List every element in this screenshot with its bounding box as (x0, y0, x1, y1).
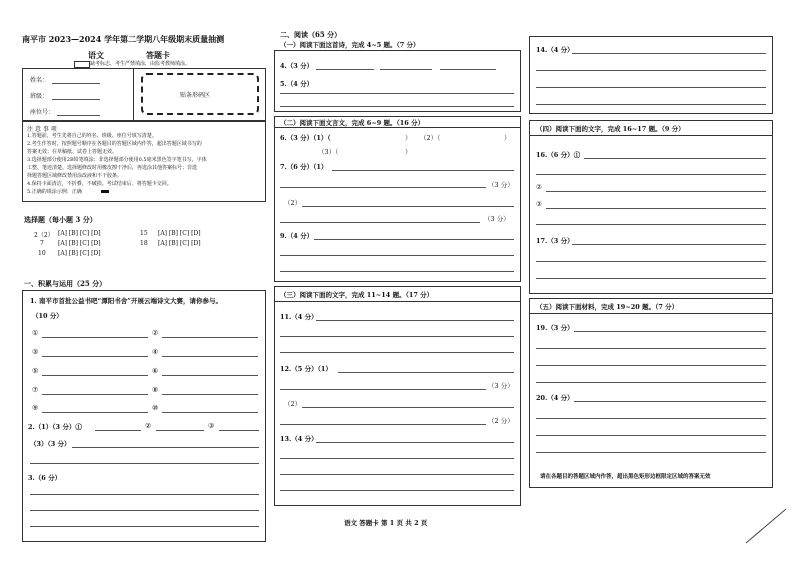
answer-blank[interactable] (162, 337, 258, 338)
answer-blank[interactable] (42, 375, 148, 376)
q9-label: 9.（4 分） (280, 232, 314, 240)
answer-blank[interactable] (42, 356, 148, 357)
answer-line[interactable] (280, 271, 514, 272)
answer-blank[interactable] (162, 394, 258, 395)
notes-item: 答案无效；在草稿纸、试卷上答题无效。 (27, 149, 118, 155)
q6-3-label: （3）（ (318, 148, 339, 156)
q16-3-label: ③ (536, 200, 542, 208)
answer-line[interactable] (584, 158, 766, 159)
blank-label: ⑧ (152, 386, 159, 394)
answer-line[interactable] (536, 174, 766, 175)
answer-blank[interactable] (162, 356, 258, 357)
answer-line[interactable] (536, 348, 766, 349)
passage2-title-rule (274, 127, 521, 128)
answer-line[interactable] (546, 208, 766, 209)
answer-line[interactable] (72, 447, 259, 448)
passage5-title-rule (529, 313, 773, 314)
choice-q: 2（2） (34, 232, 54, 239)
q1-prompt: 1. 南平市首批公益书吧“潭阳书舍”开展云端诗文大赛，请你参与。 (30, 297, 223, 305)
blank-label: ① (32, 329, 39, 337)
choice-q: 15 (140, 230, 148, 237)
answer-line[interactable] (280, 93, 514, 94)
answer-line[interactable] (30, 510, 259, 511)
answer-line[interactable] (280, 352, 514, 353)
answer-blank[interactable] (95, 430, 141, 431)
barcode-divider (133, 68, 134, 121)
answer-line[interactable] (536, 365, 766, 366)
choice-options[interactable]: [A] [B] [C] [D] (58, 250, 101, 257)
blank-label: ④ (152, 348, 159, 356)
answer-line[interactable] (536, 87, 766, 88)
absent-mark-box[interactable] (74, 61, 90, 68)
choice-options[interactable]: [A] [B] [C] [D] (158, 240, 201, 247)
section2-title: 二、阅读（65 分） (280, 30, 342, 39)
answer-line[interactable] (280, 187, 486, 188)
answer-line[interactable] (338, 372, 514, 373)
absent-mark-text: 缺考标志，考生严禁填涂，由监考教师填涂。 (90, 61, 191, 67)
q12-label: 12.（5 分）（1） (280, 365, 332, 373)
notes-item: 2.考生作答时，按照题号顺序在各题目的答题区域内作答，超出答题区域书写的 (27, 141, 202, 147)
q4-label: 4.（3 分） (280, 62, 314, 70)
q2-label: 2.（1）（3 分）① (28, 423, 82, 431)
notes-title: 注 意 事 项 (27, 126, 57, 133)
q12-2-label: （2） (284, 400, 302, 408)
class-label: 班级： (30, 93, 49, 100)
answer-line[interactable] (280, 424, 486, 425)
answer-blank[interactable] (42, 412, 148, 413)
answer-blank[interactable] (42, 394, 148, 395)
score-label: （3 分） (488, 181, 514, 189)
answer-line[interactable] (574, 401, 766, 402)
answer-line[interactable] (30, 463, 259, 464)
answer-line[interactable] (536, 278, 766, 279)
answer-line[interactable] (302, 206, 514, 207)
answer-line[interactable] (536, 418, 766, 419)
answer-line[interactable] (536, 70, 766, 71)
blank-label: ② (152, 329, 159, 337)
q7-label: 7.（6 分）（1） (280, 163, 328, 171)
choice-q: 10 (38, 250, 46, 257)
q17-label: 17.（3 分） (536, 237, 574, 245)
passage3-title-rule (274, 301, 521, 302)
seat-field[interactable] (57, 115, 100, 116)
q7-2-label: （2） (284, 199, 302, 207)
choice-title: 选择题（每小题 3 分） (24, 215, 97, 224)
card-label: 答题卡 (146, 50, 170, 60)
bracket-close: ） (504, 134, 511, 142)
score-label: （3 分） (488, 382, 514, 390)
answer-line[interactable] (572, 244, 766, 245)
blank-label: ② (145, 422, 152, 430)
score-label: （2 分） (488, 417, 514, 425)
answer-blank[interactable] (219, 430, 259, 431)
answer-line[interactable] (280, 336, 514, 337)
page-title: 南平市 2023—2024 学年第二学期八年级期末质量抽测 (22, 34, 225, 44)
answer-blank[interactable] (380, 69, 432, 70)
answer-line[interactable] (280, 222, 480, 223)
notes-item: 3.选择题部分使用2B铅笔填涂；非选择题部分使用0.5毫米黑色签字笔书写，字体 (27, 157, 207, 163)
q14-label: 14.（4 分） (536, 46, 574, 54)
q1-score: （10 分） (32, 312, 63, 320)
blank-label: ⑤ (32, 367, 39, 375)
answer-line[interactable] (280, 474, 514, 475)
choice-options[interactable]: [A] [B] [C] [D] (158, 230, 201, 237)
answer-blank[interactable] (162, 412, 258, 413)
answer-line[interactable] (30, 494, 259, 495)
answer-line[interactable] (546, 191, 766, 192)
q20-label: 20.（4 分） (536, 394, 574, 402)
section1-title: 一、积累与运用（25 分） (24, 279, 107, 288)
answer-line[interactable] (536, 435, 766, 436)
answer-blank[interactable] (156, 430, 204, 431)
choice-q: 7 (40, 240, 44, 247)
subject-label: 语文 (88, 50, 104, 60)
answer-line[interactable] (572, 53, 766, 54)
answer-blank[interactable] (440, 69, 496, 70)
class-field[interactable] (52, 99, 100, 100)
choice-options[interactable]: [A] [B] [C] [D] (58, 240, 101, 247)
q6-label: 6.（3 分）（1）（ (280, 134, 331, 142)
passage4-title: （四）阅读下面的文字，完成 16~17 题。（9 分） (536, 125, 685, 133)
notes-item: 工整、笔迹清楚。选择题修改时用橡皮擦干净后，再选涂其他答案标号；非选 (27, 165, 198, 171)
blank-label: ③ (208, 422, 215, 430)
passage2-title: （二）阅读下面文言文，完成 6~9 题。（16 分） (280, 119, 425, 127)
barcode-label: 贴条形码区 (180, 92, 211, 99)
blank-label: ⑩ (152, 404, 159, 412)
seat-label: 座位号： (30, 109, 55, 116)
corner-slash-mark (740, 505, 790, 547)
answer-line[interactable] (30, 526, 259, 527)
q16-label: 16.（6 分）① (536, 151, 581, 159)
answer-line[interactable] (536, 261, 766, 262)
answer-blank[interactable] (42, 337, 148, 338)
name-field[interactable] (52, 83, 100, 84)
answer-line[interactable] (332, 170, 514, 171)
q11-label: 11.（4 分） (280, 313, 318, 321)
answer-line[interactable] (536, 224, 766, 225)
answer-line[interactable] (316, 320, 514, 321)
q3-label: 3.（6 分） (28, 474, 62, 482)
page-footer: 语文 答题卡 第 1 页 共 2 页 (344, 519, 428, 527)
passage1-title: （一）阅读下面这首诗，完成 4~5 题。（7 分） (280, 41, 420, 49)
answer-line[interactable] (536, 452, 766, 453)
bracket-close: ） (405, 148, 412, 156)
q16-2-label: ② (536, 183, 542, 191)
answer-area-warning: 请在各题目的答题区域内作答，超出黑色矩形边框限定区域的答案无效 (540, 474, 711, 480)
name-label: 姓名： (30, 77, 49, 84)
passage5-title: （五）阅读下面材料，完成 19~20 题。（7 分） (536, 303, 679, 311)
bracket-close: ） (405, 134, 412, 142)
answer-line[interactable] (280, 490, 514, 491)
q2-sub3-label: （3）（3 分） (30, 440, 71, 448)
q19-label: 19.（3 分） (536, 324, 574, 332)
answer-line[interactable] (536, 104, 766, 105)
choice-options[interactable]: [A] [B] [C] [D] (58, 230, 101, 237)
notes-item: 1.答题前，考生先将自己的姓名、班级、座位号填写清楚。 (27, 133, 157, 139)
answer-line[interactable] (316, 442, 514, 443)
answer-line[interactable] (280, 106, 514, 107)
blank-label: ⑦ (32, 386, 39, 394)
notes-item: 5.正确的填涂示例：正确 (27, 189, 82, 195)
q13-label: 13.（4 分） (280, 435, 318, 443)
notes-item: 择题答题区域修改禁用涂改液和不干胶条。 (27, 173, 123, 179)
blank-label: ⑥ (152, 367, 159, 375)
fill-example-mark (101, 190, 109, 193)
blank-label: ⑨ (32, 404, 39, 412)
answer-line[interactable] (314, 239, 514, 240)
passage4-title-rule (529, 135, 773, 136)
answer-line[interactable] (280, 458, 514, 459)
score-label: （3 分） (484, 215, 510, 223)
q1-answer-box (22, 290, 266, 542)
answer-blank[interactable] (162, 375, 258, 376)
answer-line[interactable] (574, 331, 766, 332)
notes-item: 4.保持卡面清洁，不折叠，不破损。考试结束后，将答题卡交回。 (27, 181, 172, 187)
answer-line[interactable] (302, 407, 514, 408)
answer-line[interactable] (280, 255, 514, 256)
q6-2-label: （2）（ (420, 134, 441, 142)
passage4-box (529, 120, 773, 294)
q5-label: 5.（4 分） (280, 80, 314, 88)
passage3-title: （三）阅读下面的文字，完成 11~14 题。（17 分） (280, 291, 434, 299)
blank-label: ③ (32, 348, 39, 356)
answer-line[interactable] (280, 389, 486, 390)
choice-q: 18 (140, 240, 148, 247)
answer-blank[interactable] (316, 69, 374, 70)
answer-line[interactable] (536, 382, 766, 383)
